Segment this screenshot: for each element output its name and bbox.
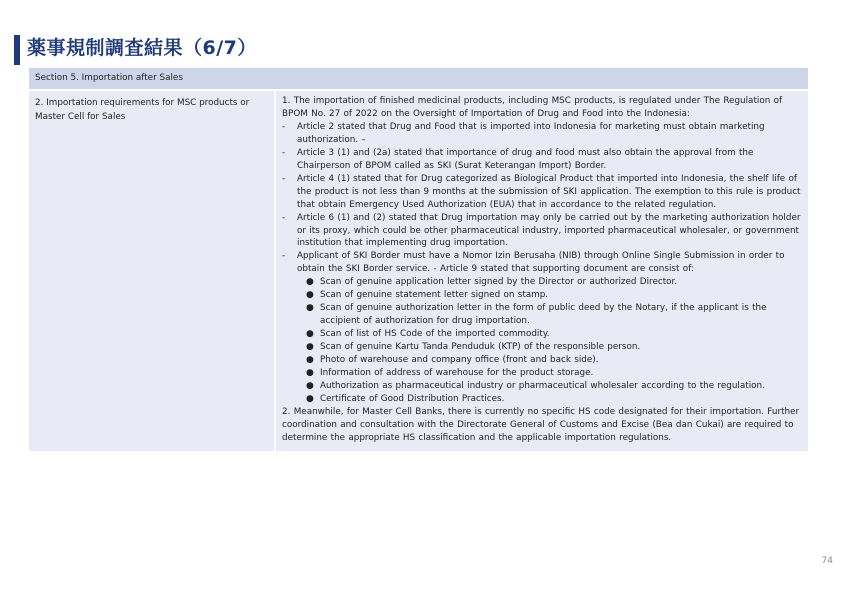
document-text: Authorization as pharmaceutical industry or pharmaceutical wholesaler according to the regulation. bbox=[320, 380, 765, 391]
bullet-icon: ● bbox=[306, 368, 314, 379]
document-text: Certificate of Good Distribution Practices. bbox=[320, 393, 505, 404]
dash-icon: - bbox=[282, 121, 286, 132]
bullet-icon: ● bbox=[306, 380, 314, 391]
title-accent-bar bbox=[14, 35, 20, 65]
document-text: Scan of genuine application letter signed by the Director or authorized Director. bbox=[320, 277, 678, 288]
list-item bbox=[282, 121, 802, 147]
document-text: Information of address of warehouse for the product storage. bbox=[320, 368, 594, 379]
section-header-row bbox=[29, 68, 808, 90]
regulation-table bbox=[29, 68, 808, 451]
bullet-icon: ● bbox=[306, 303, 314, 314]
list-item bbox=[282, 212, 802, 251]
bullet-icon: ● bbox=[306, 355, 314, 366]
bullet-icon: ● bbox=[306, 329, 314, 340]
article-text: Applicant of SKI Border must have a Nomor Izin Berusaha (NIB) through Online Single Submission in order to obtain the SKI Border service. - Article 9 stated that supporting document are consist of: bbox=[297, 251, 785, 275]
list-item bbox=[306, 354, 802, 367]
list-item bbox=[306, 380, 802, 393]
table-row bbox=[29, 90, 808, 451]
article-text: Article 4 (1) stated that for Drug categorized as Biological Product that imported into Indonesia, the shelf life of the product is not less than 9 months at the submission of SKI application. The exemption to this rule is product that obtain Emergency Used Authorization (EUA) that in accordance to the related regulation. bbox=[297, 173, 801, 210]
requirement-label: 2. Importation requirements for MSC products or Master Cell for Sales bbox=[29, 90, 275, 451]
dash-icon: - bbox=[282, 251, 286, 262]
document-text: Scan of genuine Kartu Tanda Penduduk (KTP) of the responsible person. bbox=[320, 342, 641, 353]
document-text: Scan of list of HS Code of the imported commodity. bbox=[320, 329, 550, 340]
list-item bbox=[282, 250, 802, 276]
article-text: Article 3 (1) and (2a) stated that importance of drug and food must also obtain the approval from the Chairperson of BPOM called as SKI (Surat Keterangan Import) Border. bbox=[297, 147, 754, 171]
document-list bbox=[282, 276, 802, 406]
list-item bbox=[306, 393, 802, 406]
document-text: Photo of warehouse and company office (front and back side). bbox=[320, 355, 599, 366]
bullet-icon: ● bbox=[306, 342, 314, 353]
dash-icon: - bbox=[282, 212, 286, 223]
list-item bbox=[306, 367, 802, 380]
dash-icon: - bbox=[282, 147, 286, 158]
list-item bbox=[306, 289, 802, 302]
document-text: Scan of genuine authorization letter in the form of public deed by the Notary, if the applicant is the accipient of authorization for drug importation. bbox=[320, 303, 767, 327]
dash-icon: - bbox=[282, 173, 286, 184]
section-header: Section 5. Importation after Sales bbox=[29, 68, 808, 90]
page-number: 74 bbox=[821, 556, 833, 566]
list-item bbox=[306, 328, 802, 341]
bullet-icon: ● bbox=[306, 290, 314, 301]
bullet-icon: ● bbox=[306, 277, 314, 288]
bullet-icon: ● bbox=[306, 393, 314, 404]
list-item bbox=[306, 302, 802, 328]
list-item bbox=[306, 276, 802, 289]
article-text: Article 2 stated that Drug and Food that is imported into Indonesia for marketing must obtain marketing authorization. – bbox=[297, 121, 765, 145]
article-list bbox=[282, 121, 802, 276]
page-title: 薬事規制調査結果（6/7） bbox=[27, 37, 257, 59]
document-text: Scan of genuine statement letter signed on stamp. bbox=[320, 290, 549, 301]
list-item bbox=[282, 147, 802, 173]
article-text: Article 6 (1) and (2) stated that Drug importation may only be carried out by the marketing authorization holder or its proxy, which could be other pharmaceutical industry, imported pharmaceutical wholesaler, or government institution that implementing drug importation. bbox=[297, 212, 801, 249]
list-item bbox=[306, 341, 802, 354]
conclusion-paragraph: 2. Meanwhile, for Master Cell Banks, there is currently no specific HS code designated for their importation. Further coordination and consultation with the Directorate General of Customs and Excise (Bea dan Cukai) are required to determine the appropriate HS classification and the applicable importation regulations. bbox=[282, 406, 800, 443]
intro-paragraph: 1. The importation of finished medicinal products, including MSC products, is regulated under The Regulation of BPOM No. 27 of 2022 on the Oversight of Importation of Drug and Food into the Indonesia: bbox=[282, 96, 783, 119]
requirement-details bbox=[275, 90, 808, 451]
list-item bbox=[282, 173, 802, 212]
